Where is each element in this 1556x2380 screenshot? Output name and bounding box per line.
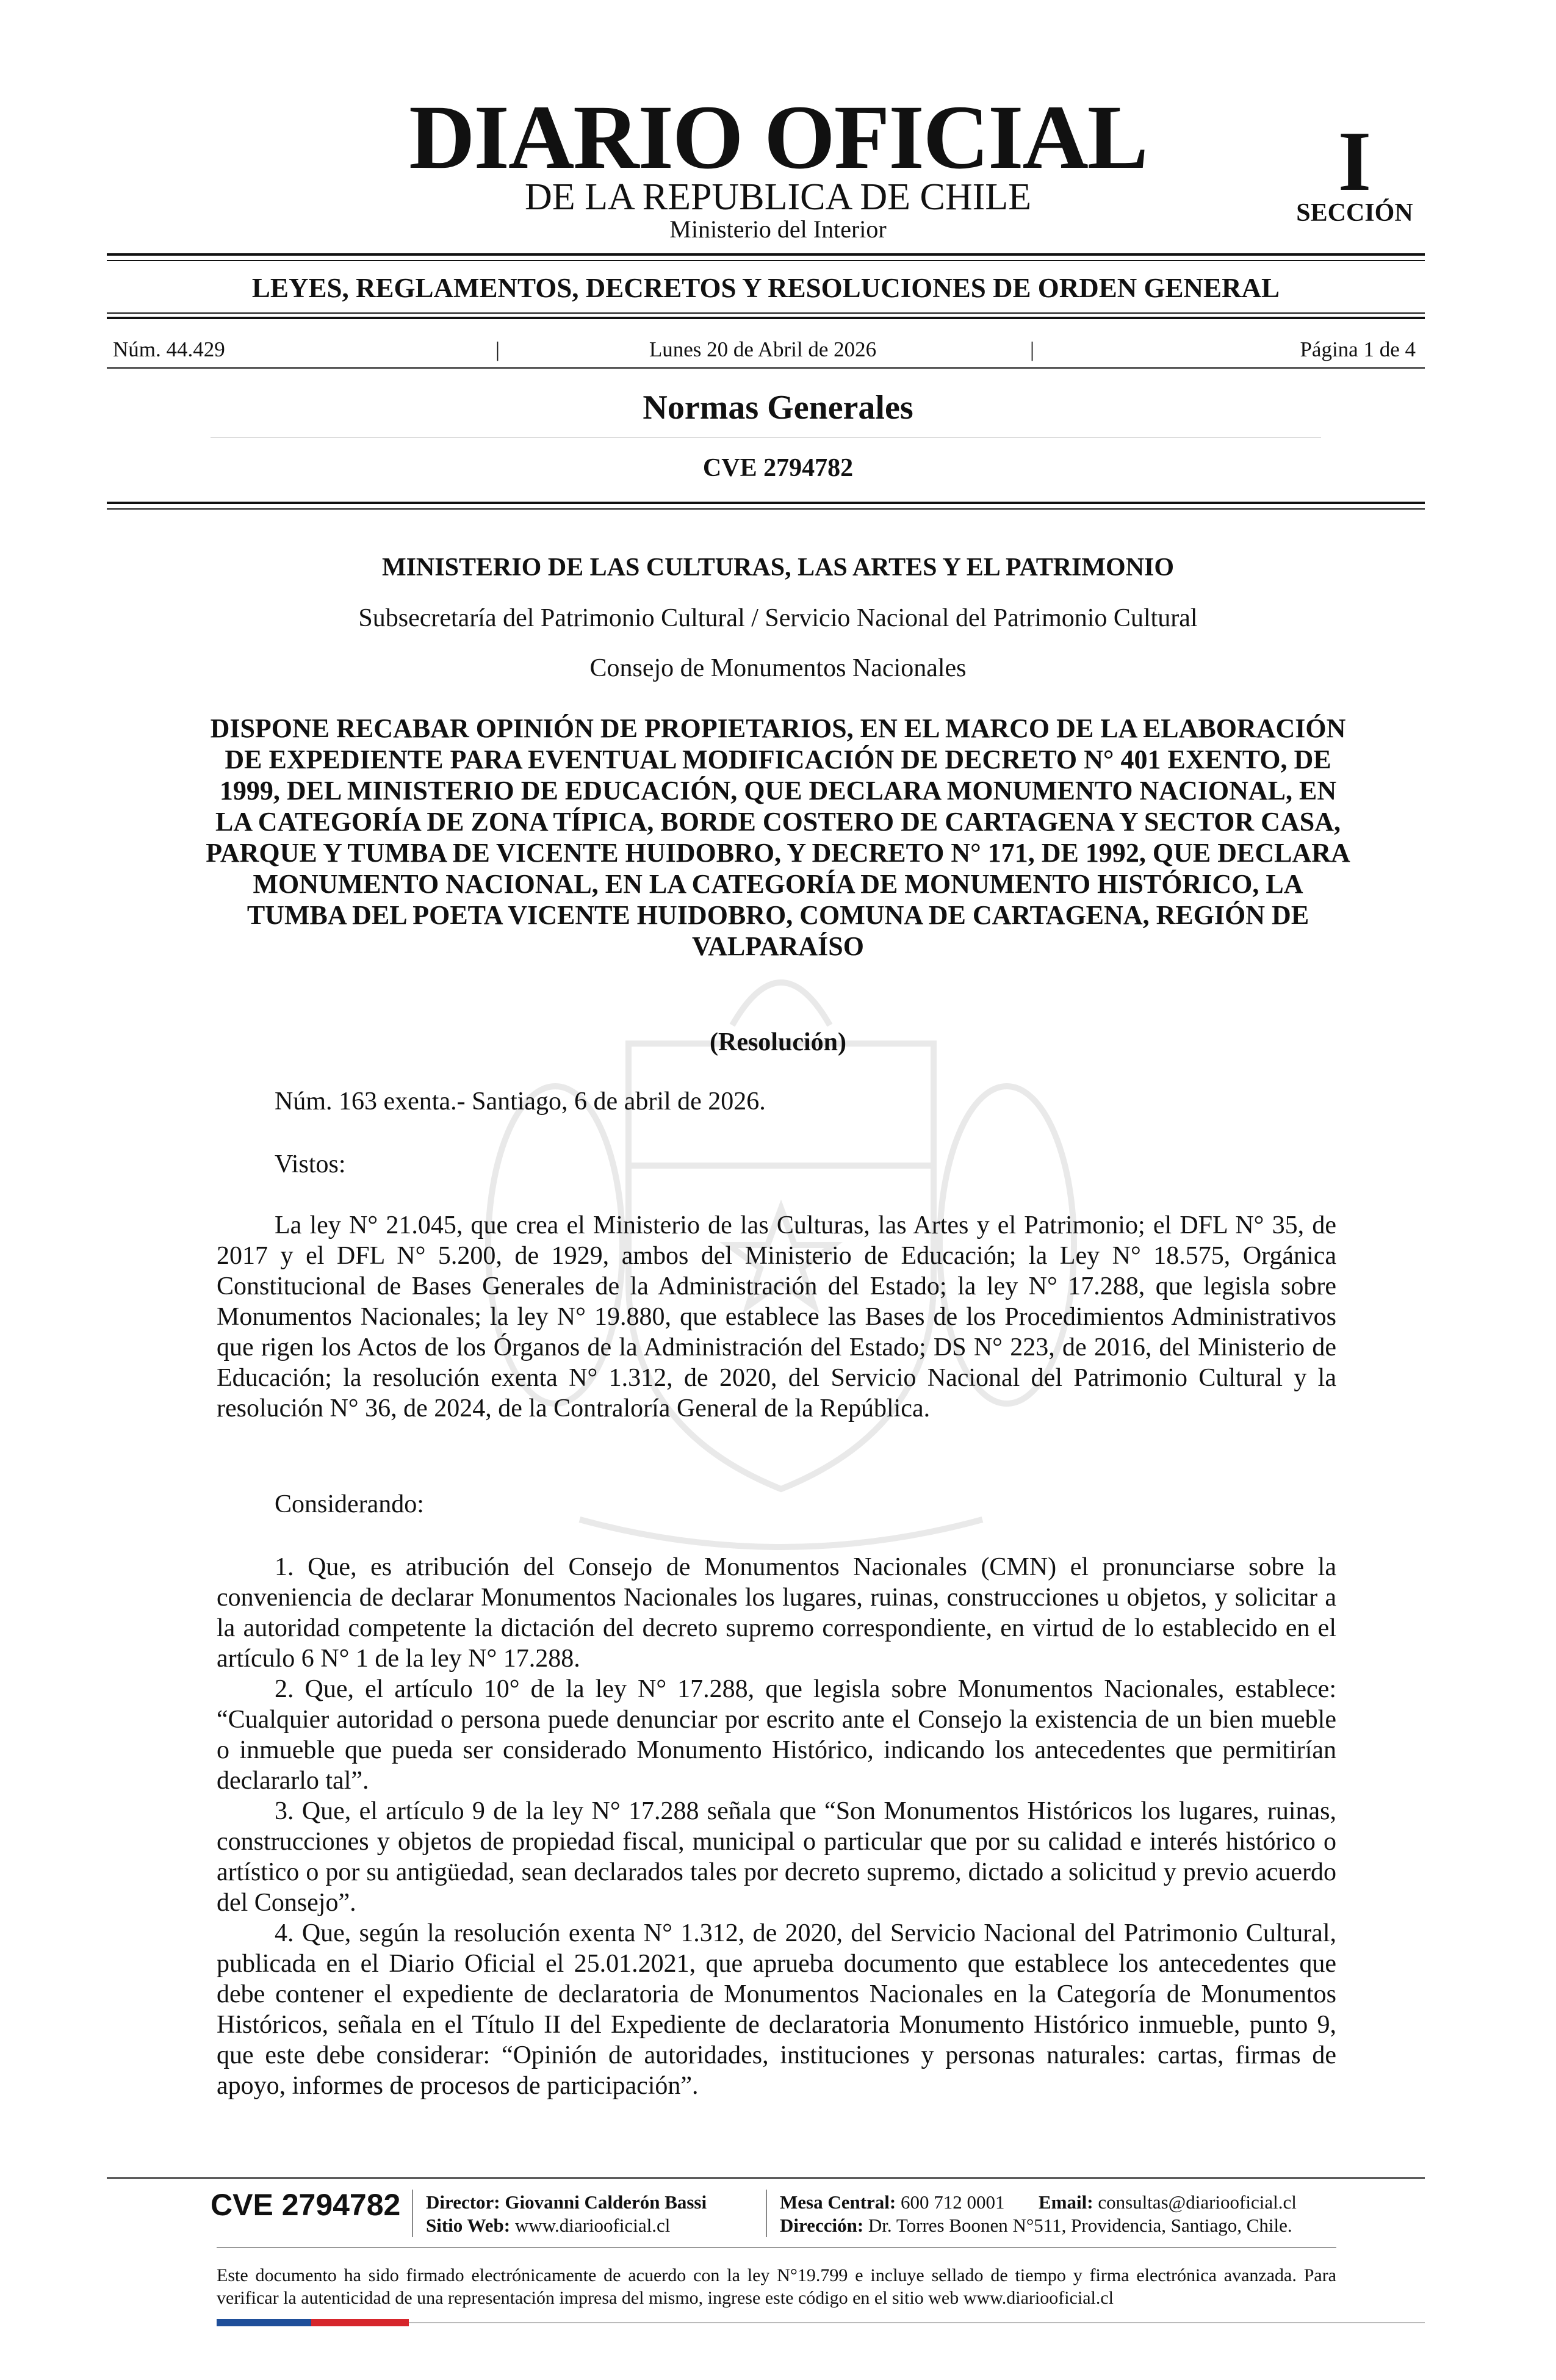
footer-contact [780, 2191, 1297, 2214]
issue-date: Lunes 20 de Abril de 2026 [649, 337, 877, 361]
address-label: Dirección: [780, 2215, 864, 2236]
subsecretaria: Subsecretaría del Patrimonio Cultural / Servicio Nacional del Patrimonio Cultural [358, 604, 1198, 632]
rule-banner-thick [107, 317, 1425, 319]
email-label: Email: [1039, 2191, 1093, 2213]
considerando-label: Considerando: [275, 1490, 424, 1518]
considerando-item: 3. Que, el artículo 9 de la ley N° 17.288 señala que “Son Monumentos Históricos los lugares, ruinas, construcciones y objetos de propiedad fiscal, municipal o particular que por su calidad e interés histórico o artístico o por su antigüedad, sean declarados tales por decreto supremo, dictado a solicitud y previo acuerdo del Consejo”. [217, 1797, 1336, 1917]
website-link[interactable]: www.diariooficial.cl [514, 2215, 671, 2236]
footer-rule-thin [217, 2247, 1336, 2248]
flag-stripe-red [311, 2319, 409, 2326]
rule-top-thick [107, 253, 1425, 256]
resolution-number-line: Núm. 163 exenta.- Santiago, 6 de abril de 2026. [275, 1087, 766, 1116]
rule-cve-thin [107, 508, 1425, 510]
website-label: Sitio Web: [426, 2215, 511, 2236]
mesa-label: Mesa Central: [780, 2191, 896, 2213]
footer-divider [412, 2190, 413, 2237]
considerando-item: 1. Que, es atribución del Consejo de Monumentos Nacionales (CMN) el pronunciarse sobre la conveniencia de declarar Monumentos Nacionales los lugares, ruinas, construcciones u objetos, y solicitar a la autoridad competente la dictación del decreto supremo correspondiente, en virtud de lo establecido en el artículo 6 N° 1 de la ley N° 17.288. [217, 1553, 1336, 1673]
footer-rule [107, 2177, 1425, 2179]
vistos-paragraph: La ley N° 21.045, que crea el Ministerio de las Culturas, las Artes y el Patrimonio; el DFL N° 35, de 2017 y el DFL N° 5.200, de 1929, ambos del Ministerio de Educación; la Ley N° 18.575, Orgánica Constitucional de Bases Generales de la Administración del Estado; la ley N° 17.288, que legisla sobre Monumentos Nacionales; la ley N° 19.880, que establece las Bases de los Procedimientos Administrativos que rigen los Actos de los Órganos de la Administración del Estado; DS N° 223, de 2016, del Ministerio de Educación; la resolución exenta N° 1.312, de 2020, del Servicio Nacional del Patrimonio Cultural y la resolución N° 36, de 2024, de la Contraloría General de la República. [217, 1211, 1336, 1423]
masthead-ministry: Ministerio del Interior [669, 215, 887, 243]
footer-legal-note: Este documento ha sido firmado electrónicamente de acuerdo con la ley N°19.799 e incluye sellado de tiempo y firma electrónica avanzada. Para verificar la autenticidad de una representación impresa del mismo, ingrese este código en el sitio web www.diariooficial.cl [217, 2265, 1336, 2308]
issue-number: Núm. 44.429 [113, 337, 225, 361]
rule-banner-thin [107, 312, 1425, 314]
footer-director [426, 2191, 707, 2214]
banner: LEYES, REGLAMENTOS, DECRETOS Y RESOLUCIONES DE ORDEN GENERAL [251, 273, 1280, 303]
email-link[interactable]: consultas@diariooficial.cl [1098, 2191, 1297, 2213]
considerando-item: 2. Que, el artículo 10° de la ley N° 17.288, que legisla sobre Monumentos Nacionales, establece: “Cualquier autoridad o persona puede denunciar por escrito ante el Consejo la existencia de un bien mueble o inmueble que pueda ser considerado Monumento Histórico, indicando los antecedentes que permitirían declararlo tal”. [217, 1675, 1336, 1795]
rule-light [211, 437, 1321, 438]
flag-stripe-blue [217, 2319, 311, 2326]
section-label: SECCIÓN [1296, 199, 1413, 227]
masthead-title: DIARIO OFICIAL [409, 87, 1147, 188]
issue-separator: | [495, 337, 500, 361]
footer-divider [766, 2190, 767, 2237]
resolution-heading: DISPONE RECABAR OPINIÓN DE PROPIETARIOS, EN EL MARCO DE LA ELABORACIÓN DE EXPEDIENTE PARA EVENTUAL MODIFICACIÓN DE DECRETO N° 401 EXENTO, DE 1999, DEL MINISTERIO DE EDUCACIÓN, QUE DECLARA MONUMENTO NACIONAL, EN LA CATEGORÍA DE ZONA TÍPICA, BORDE COSTERO DE CARTAGENA Y SECTOR CASA, PARQUE Y TUMBA DE VICENTE HUIDOBRO, Y DECRETO N° 171, DE 1992, QUE DECLARA MONUMENTO NACIONAL, EN LA CATEGORÍA DE MONUMENTO HISTÓRICO, LA TUMBA DEL POETA VICENTE HUIDOBRO, COMUNA DE CARTAGENA, REGIÓN DE VALPARAÍSO [206, 713, 1350, 961]
consejo: Consejo de Monumentos Nacionales [589, 654, 967, 682]
masthead-subtitle: DE LA REPUBLICA DE CHILE [524, 176, 1032, 218]
cve-header: CVE 2794782 [702, 454, 854, 482]
footer-rule-bottom [409, 2322, 1425, 2323]
footer-website [426, 2214, 670, 2237]
ministry-name: MINISTERIO DE LAS CULTURAS, LAS ARTES Y EL PATRIMONIO [381, 554, 1175, 582]
section-number: I [1338, 114, 1372, 209]
footer-address [780, 2214, 1292, 2237]
address-value: Dr. Torres Boonen N°511, Providencia, Santiago, Chile. [868, 2215, 1292, 2236]
rule-meta [107, 367, 1425, 369]
issue-separator: | [1030, 337, 1035, 361]
resolution-label: (Resolución) [710, 1028, 846, 1056]
director-label: Director: [426, 2191, 500, 2213]
rule-cve-thick [107, 502, 1425, 504]
footer-cve: CVE 2794782 [211, 2188, 401, 2222]
rule-top-thin [107, 260, 1425, 261]
section-title: Normas Generales [643, 389, 913, 427]
page-indicator: Página 1 de 4 [1300, 337, 1416, 361]
director-name: Giovanni Calderón Bassi [505, 2191, 707, 2213]
vistos-label: Vistos: [275, 1150, 346, 1178]
considerando-item: 4. Que, según la resolución exenta N° 1.312, de 2020, del Servicio Nacional del Patrimonio Cultural, publicada en el Diario Oficial el 25.01.2021, que aprueba documento que establece los antecedentes que debe contener el expediente de declaratoria de Monumentos Nacionales en la Categoría de Monumentos Históricos, señala en el Título II del Expediente de declaratoria Monumento Histórico inmueble, punto 9, que este debe considerar: “Opinión de autoridades, instituciones y personas naturales: cartas, firmas de apoyo, informes de procesos de participación”. [217, 1919, 1336, 2100]
mesa-value: 600 712 0001 [901, 2191, 1005, 2213]
